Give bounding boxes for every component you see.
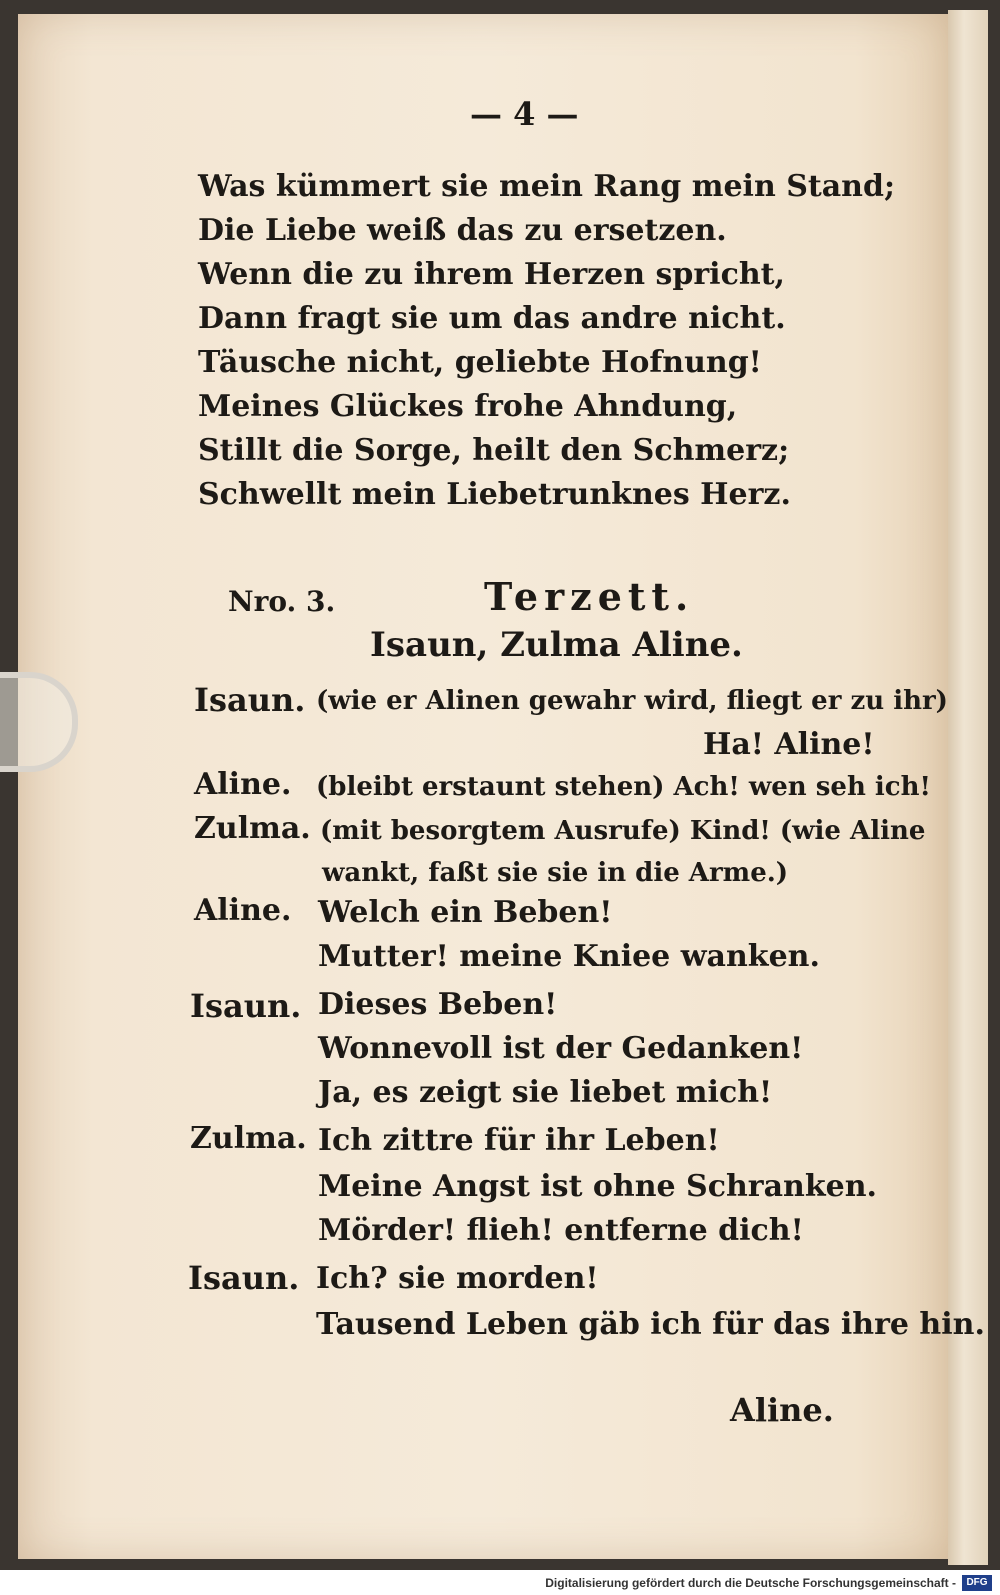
dialogue-line: Mörder! flieh! entferne dich!: [318, 1213, 804, 1248]
dialogue-line: Ich? sie morden!: [316, 1261, 599, 1296]
dialogue-line: Ja, es zeigt sie liebet mich!: [318, 1075, 773, 1110]
dialogue-line: Ha! Aline!: [703, 727, 875, 762]
verse-line: Die Liebe weiß das zu ersetzen.: [198, 213, 727, 248]
verse-line: Schwellt mein Liebetrunknes Herz.: [198, 477, 791, 512]
speaker-name: Isaun.: [188, 1259, 300, 1297]
dialogue-line: Tausend Leben gäb ich für das ihre hin.: [316, 1307, 985, 1342]
speaker-name: Aline.: [194, 893, 292, 928]
catchword: Aline.: [730, 1391, 834, 1429]
digitization-credit: Digitalisierung gefördert durch die Deutsche Forschungsgemeinschaft -: [545, 1576, 956, 1590]
speaker-name: Zulma.: [194, 811, 311, 846]
verse-line: Wenn die zu ihrem Herzen spricht,: [198, 257, 785, 292]
verse-line: Meines Glückes frohe Ahndung,: [198, 389, 738, 424]
stage-direction: (wie er Alinen gewahr wird, fliegt er zu ihr): [316, 686, 948, 716]
stage-direction: wankt, faßt sie sie in die Arme.): [322, 858, 789, 888]
dialogue-line: (mit besorgtem Ausrufe) Kind! (wie Aline: [320, 816, 926, 846]
verse-line: Stillt die Sorge, heilt den Schmerz;: [198, 433, 790, 468]
dialogue-line: Welch ein Beben!: [318, 895, 613, 930]
dfg-logo-icon: DFG: [962, 1575, 992, 1591]
page-number: — 4 —: [470, 95, 579, 133]
speaker-name: Isaun.: [190, 987, 302, 1025]
footer-bar: [0, 1572, 1000, 1595]
verse-line: Was kümmert sie mein Rang mein Stand;: [198, 169, 896, 204]
speaker-name: Aline.: [194, 767, 292, 802]
section-title: Terzett.: [484, 574, 695, 619]
dialogue-line: Dieses Beben!: [318, 987, 558, 1022]
dialogue-line: (bleibt erstaunt stehen) Ach! wen seh ich!: [316, 772, 931, 802]
speaker-name: Zulma.: [190, 1121, 307, 1156]
section-number: Nro. 3.: [228, 585, 336, 618]
dialogue-line: Wonnevoll ist der Gedanken!: [318, 1031, 804, 1066]
cast-list: Isaun, Zulma Aline.: [370, 625, 743, 665]
dialogue-line: Meine Angst ist ohne Schranken.: [318, 1169, 877, 1204]
dialogue-line: Mutter! meine Kniee wanken.: [318, 939, 820, 974]
verse-line: Täusche nicht, geliebte Hofnung!: [198, 345, 762, 380]
verse-line: Dann fragt sie um das andre nicht.: [198, 301, 786, 336]
dialogue-line: Ich zittre für ihr Leben!: [318, 1123, 720, 1158]
speaker-name: Isaun.: [194, 681, 306, 719]
